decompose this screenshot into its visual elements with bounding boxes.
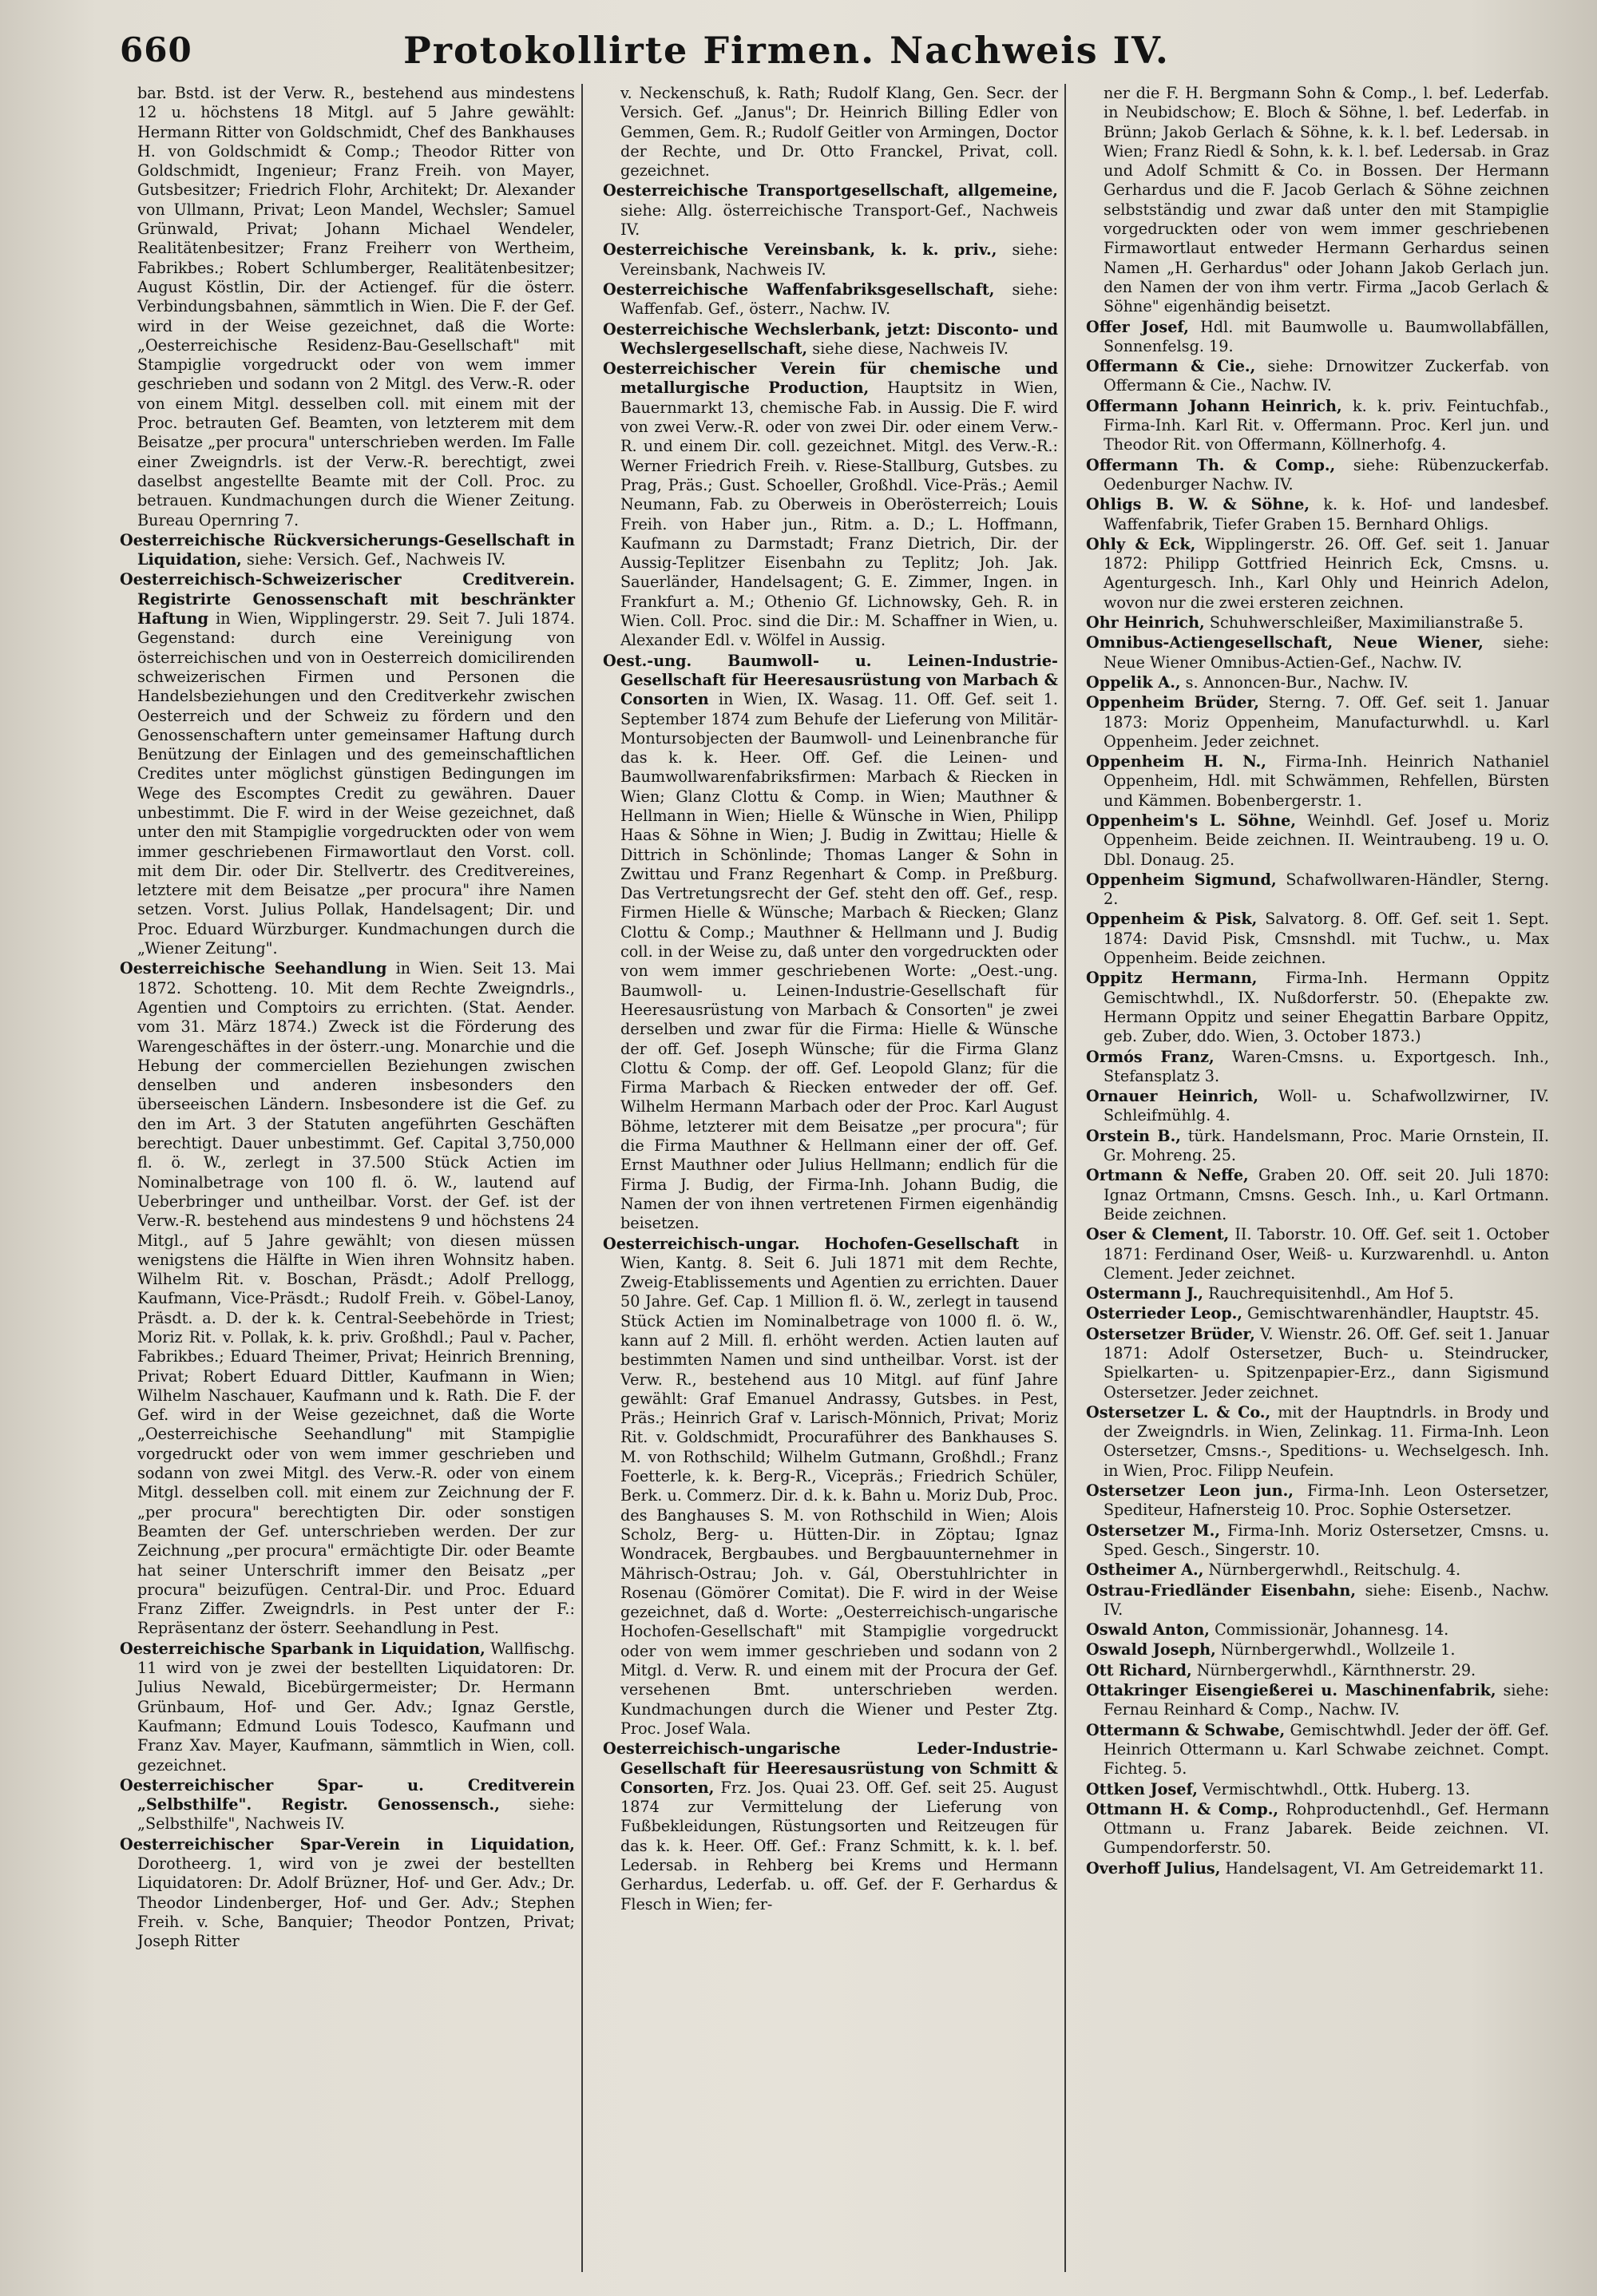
firm-name: Ornauer Heinrich, — [1086, 1087, 1259, 1106]
firm-name: Offer Josef, — [1086, 317, 1189, 336]
firm-name: Overhoff Julius, — [1086, 1858, 1221, 1878]
directory-entry — [1086, 495, 1549, 534]
firm-name: Oesterreichische Seehandlung — [120, 959, 387, 978]
directory-entry — [1086, 1560, 1549, 1580]
entry-text: Firma-Inh. Moriz Ostersetzer, Cmsns. u. Sped. Gesch., Singerstr. 10. — [1104, 1521, 1549, 1559]
directory-entry — [120, 531, 575, 570]
firm-name: Oesterreichischer Spar-Verein in Liquidation, — [120, 1834, 575, 1854]
directory-entry — [603, 280, 1058, 319]
entry-text: siehe: Vereinsbank, Nachweis IV. — [620, 240, 1058, 279]
firm-name: Oesterreichische Vereinsbank, k. k. priv., — [603, 240, 997, 260]
entry-text: siehe: Waffenfab. Gef., österr., Nachw. IV. — [620, 280, 1058, 319]
firm-name: Oppelik A., — [1086, 672, 1181, 692]
entry-text: k. k. Hof- und landesbef. Waffenfabrik, Tiefer Graben 15. Bernhard Ohligs. — [1104, 495, 1549, 533]
entry-text: Frz. Jos. Quai 23. Off. Gef. seit 25. August 1874 zur Vermittelung der Lieferung von Fußbekleidungen, Rüstungsorten und Reitzeugen für das k. k. Heer. Off. Gef.: Franz Schmitt, k. k. l. bef. Ledersab. in Rehberg bei Krems und Hermann Gerhardus, Lederfab. u. off. Gef. der F. Gerhardus & Flesch in Wien; fer- — [620, 1778, 1058, 1913]
firm-name: Offermann Th. & Comp., — [1086, 455, 1336, 474]
entry-text: Vermischtwhdl., Ottk. Huberg. 13. — [1203, 1779, 1471, 1798]
entry-text: ner die F. H. Bergmann Sohn & Comp., l. bef. Lederfab. in Neubidschow; E. Bloch & Söhne, l. bef. Lederfab. in Brünn; Jakob Gerlach & Söhne, k. k. l. bef. Ledersab. in Wien; Franz Riedl & Sohn, k. k. l. bef. Ledersab. in Graz und Adolf Schmitt & Co. in Bossen. Der Hermann Gerhardus und die F. Jacob Gerlach & Söhne zeichnen selbstständig und zwar daß unter den mit Stampiglie vorgedruckten oder von wem immer geschriebenen Firmawortlaut entweder Hermann Gerhardus seinen Namen „H. Gerhardus" oder Johann Jakob Gerlach jun. den Namen der von ihm vertr. Firma „Jacob Gerlach & Söhne" eigenhändig beisetzt. — [1104, 84, 1549, 316]
entry-text: in Wien, Kantg. 8. Seit 6. Juli 1871 mit dem Rechte, Zweig-Etablissements und Agentien zu errichten. Dauer 50 Jahre. Gef. Cap. 1 Million fl. ö. W., zerlegt in tausend Stück Actien im Nominalbetrage von 1000 fl. ö. W., kann auf 2 Mill. fl. erhöht werden. Actien lauten auf bestimmten Namen und sind untheilbar. Vorst. ist der Verw. R., bestehend aus 10 Mitgl. auf fünf Jahre gewählt: Graf Emanuel Andrassy, Gutsbes. in Pest, Präs.; Heinrich Graf v. Larisch-Mönnich, Privat; Moriz Rit. v. Goldschmidt, Procuraführer des Bankhauses S. M. von Rothschild; Wilhelm Gutmann, Großhdl.; Franz Foetterle, k. k. Berg-R., Vicepräs.; Friedrich Schüler, Berk. u. Commerz. Dir. d. k. k. Bahn u. Moriz Dub, Proc. des Banghauses S. M. von Rothschild in Wien; Alois Scholz, Berg- u. Hütten-Dir. in Zöptau; Ignaz Wondracek, Bergbaubes. und Bergbauunternehmer in Mährisch-Ostrau; Joh. v. Gál, Oberstuhlrichter in Rosenau (Gömörer Comitat). Die F. wird in der Weise gezeichnet, daß d. Worte: „Oesterreichisch-ungarische Hochofen-Gesellschaft" mit Stampiglie vorgedruckt oder von wem immer geschrieben und sodann von 2 Mitgl. d. Verw. R. und einem mit der Procura der Gef. versehenen Bmt. unterschrieben werden. Kundmachungen durch die Wiener und Pester Ztg. Proc. Josef Wala. — [620, 1234, 1058, 1738]
directory-entry — [1086, 633, 1549, 672]
entry-text: k. k. priv. Feintuchfab., Firma-Inh. Karl Rit. v. Offermann. Proc. Kerl jun. und Theodor Rit. von Offermann, Köllnerhofg. 4. — [1104, 396, 1549, 454]
entry-text: s. Annoncen-Bur., Nachw. IV. — [1185, 672, 1409, 692]
entry-text: Waren-Cmsns. u. Exportgesch. Inh., Stefansplatz 3. — [1104, 1047, 1549, 1085]
firm-name: Oppenheim Sigmund, — [1086, 870, 1277, 889]
directory-entry — [1086, 318, 1549, 357]
firm-name: Oppenheim's L. Söhne, — [1086, 811, 1297, 830]
entry-text: Hauptsitz in Wien, Bauernmarkt 13, chemische Fab. in Aussig. Die F. wird von zwei Verw.-R. oder von zwei Dir. oder einem Verw.-R. und einem Dir. coll. gezeichnet. Mitgl. des Verw.-R.: Werner Friedrich Freih. v. Riese-Stallburg, Gutsbes. zu Prag, Präs.; Gust. Schoeller, Großhdl. Vice-Präs.; Aemil Neumann, Fab. zu Oberweis in Oberösterreich; Louis Freih. von Haber jun., Ritm. a. D.; L. Hoffmann, Kaufmann zu Darmstadt; Franz Dietrich, Dir. der Aussig-Teplitzer Eisenbahn zu Teplitz; Joh. Jak. Sauerländer, Handelsagent; G. E. Zimmer, Ingen. in Frankfurt a. M.; Othenio Gf. Lichnowsky, Geh. R. in Wien. Coll. Proc. sind die Dir.: M. Schaffner in Wien, u. Alexander Edl. v. Wölfel in Aussig. — [620, 379, 1058, 650]
directory-entry — [1086, 1800, 1549, 1858]
entry-text: in Wien, IX. Wasag. 11. Off. Gef. seit 1. September 1874 zum Behufe der Lieferung von Militär-Montursobjecten der Baumwoll- und Leinenbranche für das k. k. Heer. Off. Gef. die Leinen- und Baumwollwarenfabriksfirmen: Marbach & Riecken in Wien; Glanz Clottu & Comp. in Wien; Mauthner & Hellmann in Wien; Hielle & Wünsche in Wien, Philipp Haas & Söhne in Wien; J. Budig in Zwittau; Hielle & Dittrich in Schönlinde; Thomas Langer & Sohn in Zwittau und Franz Regenhart & Comp. in Preßburg. Das Vertretungsrecht der Gef. steht den off. Gef., resp. Firmen Hielle & Wünsche; Marbach & Riecken; Glanz Clottu & Comp.; Mauthner & Hellmann und J. Budig coll. in der Weise zu, daß unter den vorgedruckten oder von wem immer geschriebenen Worte: „Oest.-ung. Baumwoll- u. Leinen-Industrie-Gesellschaft für Heeresausrüstung von Marbach & Consorten" je zwei derselben und zwar für die Firma: Hielle & Wünsche der off. Gef. Joseph Wünsche; für die Firma Glanz Clottu & Comp. der off. Gef. Leopold Glanz; für die Firma Marbach & Riecken entweder der off. Gef. Wilhelm Hermann Marbach oder der Proc. Karl August Böhme, letzterer mit dem Beisatze „per procura"; für die Firma Mauthner & Hellmann einer der off. Gef. Ernst Mauthner oder Julius Hellmann; endlich für die Firma J. Budig, der Firma-Inh. Johann Budig, die Namen der von ihnen vertretenen Firmen eigenhändig beisetzen. — [620, 690, 1058, 1233]
entry-text: Firma-Inh. Leon Ostersetzer, Spediteur, Hafnersteig 10. Proc. Sophie Ostersetzer. — [1104, 1481, 1549, 1520]
entry-text: Schafwollwaren-Händler, Sterng. 2. — [1104, 870, 1549, 909]
directory-entry — [1086, 969, 1549, 1046]
firm-name: Ostersetzer Leon jun., — [1086, 1481, 1294, 1501]
firm-name: Oppenheim Brüder, — [1086, 693, 1259, 712]
firm-name: Oswald Anton, — [1086, 1620, 1210, 1640]
entry-continuation — [1086, 84, 1549, 317]
directory-entry — [1086, 1859, 1549, 1878]
entry-text: Gemischtwhdl. Jeder der öff. Gef. Heinrich Ottermann u. Karl Schwabe zeichnet. Compt. Fichteg. 5. — [1104, 1720, 1549, 1779]
firm-name: Oppitz Hermann, — [1086, 969, 1258, 988]
firm-name: Oesterreichische Wechslerbank, jetzt: Disconto- und Wechslergesellschaft, — [603, 319, 1058, 358]
firm-name: Ohly & Eck, — [1086, 534, 1196, 553]
entry-text: in Wien, Wipplingerstr. 29. Seit 7. Juli 1874. Gegenstand: durch eine Vereinigung von österreichischen und von in Oesterreich domicilirenden schweizerischen Firmen und Personen die Handelsbeziehungen und den Creditverkehr zwischen Oesterreich und der Schweiz zu fördern und den Genossenschaftern unter gemeinsamer Haftung durch Benützung der Einlagen und des gemeinschaftlichen Credites unter möglichst günstigen Bedingungen im Wege des Escomptes Credit zu gewähren. Dauer unbestimmt. Die F. wird in der Weise gezeichnet, daß unter den mit Stampiglie vorgedruckten oder von wem immer geschriebenen Firmawortlaut den Vorst. coll. mit dem Dir. oder Dir. Stellvertr. des Creditvereines, letztere mit dem Beisatze „per procura" ihre Namen setzen. Vorst. Julius Pollak, Handelsagent; Dir. und Proc. Eduard Würzburger. Kundmachungen durch die „Wiener Zeitung". — [137, 609, 575, 958]
firm-name: Osterrieder Leop., — [1086, 1304, 1242, 1323]
entry-text: siehe: Versich. Gef., Nachweis IV. — [246, 550, 506, 569]
directory-entry — [120, 1640, 575, 1775]
entry-text: türk. Handelsmann, Proc. Marie Ornstein, II. Gr. Mohreng. 25. — [1104, 1126, 1549, 1165]
firm-name: Ostersetzer L. & Co., — [1086, 1402, 1271, 1422]
directory-entry — [603, 652, 1058, 1234]
firm-name: Oesterreichischer Spar- u. Creditverein „Selbsthilfe". Registr. Genossensch., — [120, 1775, 575, 1814]
entry-continuation — [120, 84, 575, 530]
entry-text: Firma-Inh. Heinrich Nathaniel Oppenheim, Hdl. mit Schwämmen, Rehfellen, Bürsten und Kämmen. Bobenbergerstr. 1. — [1104, 752, 1549, 810]
firm-name: Oesterreichische Waffenfabriksgesellschaft, — [603, 280, 995, 299]
firm-name: Oppenheim & Pisk, — [1086, 910, 1258, 929]
directory-entry — [1086, 870, 1549, 910]
directory-entry — [1086, 910, 1549, 968]
directory-entry — [120, 1776, 575, 1834]
entry-text: mit der Hauptndrls. in Brody und der Zweigndrls. in Wien, Zelinkag. 11. Firma-Inh. Leon Ostersetzer, Cmsns.-, Speditions- u. Wechselgesch. Inh. in Wien, Proc. Filipp Neufein. — [1104, 1402, 1549, 1480]
firm-name: Oser & Clement, — [1086, 1225, 1230, 1244]
directory-entry — [1086, 1721, 1549, 1779]
firm-name: Ohr Heinrich, — [1086, 613, 1205, 632]
firm-name: Ott Richard, — [1086, 1660, 1192, 1679]
directory-entry — [603, 240, 1058, 280]
entry-text: Nürnbergerwhdl., Kärnthnerstr. 29. — [1196, 1660, 1476, 1679]
directory-entry — [1086, 1640, 1549, 1660]
directory-entry — [1086, 811, 1549, 870]
text-columns — [120, 84, 1549, 2272]
entry-text: II. Taborstr. 10. Off. Gef. seit 1. October 1871: Ferdinand Oser, Weiß- u. Kurzwarenhdl. u. Anton Clement. Jeder zeichnet. — [1104, 1225, 1549, 1283]
directory-entry — [1086, 1284, 1549, 1303]
entry-text: Wipplingerstr. 26. Off. Gef. seit 1. Januar 1872: Philipp Gottfried Heinrich Eck, Cmsns. u. Agenturgesch. Inh., Karl Ohly und Heinrich Adelon, wovon nur die zwei ersteren zeichnen. — [1104, 534, 1549, 612]
directory-entry — [1086, 397, 1549, 455]
directory-entry — [1086, 1225, 1549, 1283]
firm-name: Ohligs B. W. & Söhne, — [1086, 495, 1310, 514]
firm-name: Ostermann J., — [1086, 1284, 1203, 1303]
directory-entry — [1086, 1304, 1549, 1323]
firm-name: Offermann & Cie., — [1086, 357, 1256, 376]
entry-text: Wallfischg. 11 wird von je zwei der bestellten Liquidatoren: Dr. Julius Newald, Bicebürgermeister; Dr. Hermann Grünbaum, Hof- und Ger. Adv.; Ignaz Gerstle, Kaufmann; Edmund Louis Todesco, Kaufmann und Franz Xav. Mayer, Kaufmann, sämmtlich in Wien, coll. gezeichnet. — [137, 1639, 575, 1775]
firm-name: Oesterreichische Sparbank in Liquidation, — [120, 1639, 485, 1658]
directory-entry — [120, 1835, 575, 1952]
entry-text: Graben 20. Off. seit 20. Juli 1870: Ignaz Ortmann, Cmsns. Gesch. Inh., u. Karl Ortmann. Beide zeichnen. — [1104, 1166, 1549, 1223]
directory-entry — [1086, 1087, 1549, 1126]
entry-text: Hdl. mit Baumwolle u. Baumwollabfällen, Sonnenfelsg. 19. — [1104, 317, 1549, 355]
entry-text: Salvatorg. 8. Off. Gef. seit 1. Sept. 1874: David Pisk, Cmsnshdl. mit Tuchw., u. Max Oppenheim. Beide zeichnen. — [1104, 910, 1549, 968]
page-number: 660 — [120, 30, 192, 69]
firm-name: Oesterreichische Transportgesellschaft, allgemeine, — [603, 181, 1058, 200]
firm-name: Ottken Josef, — [1086, 1779, 1198, 1798]
entry-text: siehe: „Selbsthilfe", Nachweis IV. — [137, 1795, 575, 1834]
firm-name: Ottakringer Eisengießerei u. Maschinenfabrik, — [1086, 1681, 1496, 1700]
entry-continuation — [603, 84, 1058, 180]
entry-text: Woll- u. Schafwollzwirner, IV. Schleifmühlg. 4. — [1104, 1087, 1549, 1125]
entry-text: Rauchrequisitenhdl., Am Hof 5. — [1208, 1284, 1454, 1303]
entry-text: Gemischtwarenhändler, Hauptstr. 45. — [1247, 1304, 1540, 1323]
directory-entry — [120, 570, 575, 958]
directory-entry — [1086, 1048, 1549, 1087]
column-middle — [603, 84, 1066, 2272]
firm-name: Oest.-ung. Baumwoll- u. Leinen-Industrie-Gesellschaft für Heeresausrüstung von Marbach & Consorten — [603, 651, 1058, 709]
page-header — [120, 22, 1549, 78]
directory-entry — [603, 1739, 1058, 1914]
directory-entry — [603, 1235, 1058, 1739]
entry-text: siehe diese, Nachweis IV. — [812, 339, 1009, 358]
directory-entry — [1086, 1780, 1549, 1799]
directory-entry — [1086, 1166, 1549, 1224]
entry-text: Schuhwerschleißer, Maximilianstraße 5. — [1209, 613, 1524, 632]
directory-entry — [1086, 535, 1549, 613]
firm-name: Ostersetzer Brüder, — [1086, 1324, 1255, 1343]
entry-text: Weinhdl. Gef. Josef u. Moriz Oppenheim. Beide zeichnen. II. Weintraubeng. 19 u. O. Dbl. Donaug. 25. — [1104, 811, 1549, 869]
entry-text: Nürnbergerwhdl., Wollzeile 1. — [1220, 1640, 1456, 1660]
directory-entry — [1086, 1620, 1549, 1640]
directory-entry — [1086, 752, 1549, 811]
directory-entry — [1086, 1581, 1549, 1620]
firm-name: Oswald Joseph, — [1086, 1640, 1216, 1660]
directory-entry — [1086, 613, 1549, 632]
directory-entry — [1086, 1481, 1549, 1521]
directory-entry — [1086, 673, 1549, 692]
firm-name: Offermann Johann Heinrich, — [1086, 396, 1342, 415]
entry-text: v. Neckenschuß, k. Rath; Rudolf Klang, Gen. Secr. der Versich. Gef. „Janus"; Dr. Heinrich Billing Edler von Gemmen, Gem. R.; Rudolf Geitler von Armingen, Doctor der Rechte, und Dr. Otto Franckel, Privat, coll. gezeichnet. — [620, 84, 1058, 180]
firm-name: Oesterreichisch-ungar. Hochofen-Gesellschaft — [603, 1234, 1020, 1253]
firm-name: Orstein B., — [1086, 1126, 1181, 1145]
directory-entry — [603, 359, 1058, 650]
firm-name: Oesterreichische Rückversicherungs-Gesellschaft in Liquidation, — [120, 530, 575, 569]
entry-text: Handelsagent, VI. Am Getreidemarkt 11. — [1225, 1858, 1544, 1878]
entry-text: siehe: Neue Wiener Omnibus-Actien-Gef., Nachw. IV. — [1104, 633, 1549, 672]
directory-entry — [1086, 1681, 1549, 1720]
firm-name: Ormós Franz, — [1086, 1047, 1215, 1066]
firm-name: Oesterreichisch-ungarische Leder-Industrie-Gesellschaft für Heeresausrüstung von Schmitt & Consorten, — [603, 1739, 1058, 1797]
firm-name: Ortmann & Neffe, — [1086, 1166, 1249, 1185]
directory-entry — [603, 181, 1058, 240]
directory-entry — [1086, 456, 1549, 495]
column-right — [1086, 84, 1549, 2272]
entry-text: bar. Bstd. ist der Verw. R., bestehend aus mindestens 12 u. höchstens 18 Mitgl. auf 5 Jahre gewählt: Hermann Ritter von Goldschmidt, Chef des Bankhauses H. von Goldschmidt & Comp.; Theodor Ritter von Goldschmidt, Ingenieur; Franz Freih. von Mayer, Gutsbesitzer; Friedrich Flohr, Architekt; Dr. Alexander von Ullmann, Privat; Leon Mandel, Wechsler; Samuel Grünwald, Privat; Johann Michael Wendeler, Realitätenbesitzer; Franz Freiherr von Wertheim, Fabrikbes.; Robert Schlumberger, Realitätenbesitzer; August Köstlin, Dir. der Actiengef. für die österr. Verbindungsbahnen, sämmtlich in Wien. Die F. der Gef. wird in der Weise gezeichnet, daß die Worte: „Oesterreichische Residenz-Bau-Gesellschaft" mit Stampiglie vorgedruckt oder von wem immer geschrieben und sodann von 2 Mitgl. des Verw.-R. oder von einem Mitgl. desselben coll. mit einem mit der Proc. betrauten Gef. Beamten, von letzterem mit dem Beisatze „per procura" unterschrieben werden. Im Falle einer Zweigndrls. ist der Verw.-R. berechtigt, zwei daselbst angestellte Beamte mit der Coll. Proc. zu betrauen. Kundmachungen durch die Wiener Zeitung. Bureau Opernring 7. — [137, 84, 575, 529]
entry-text: Dorotheerg. 1, wird von je zwei der bestellten Liquidatoren: Dr. Adolf Brüzner, Hof- und Ger. Adv.; Dr. Theodor Lindenberger, Hof- und Ger. Adv.; Stephen Freih. v. Sche, Banquier; Theodor Pontzen, Privat; Joseph Ritter — [137, 1854, 575, 1951]
firm-name: Oesterreichisch-Schweizerischer Creditverein. Registrirte Genossenschaft mit beschränkter Haftung — [120, 570, 575, 629]
firm-name: Ottermann & Schwabe, — [1086, 1720, 1286, 1739]
firm-name: Omnibus-Actiengesellschaft, Neue Wiener, — [1086, 633, 1484, 652]
directory-entry — [603, 320, 1058, 359]
firm-name: Ottmann H. & Comp., — [1086, 1799, 1279, 1818]
entry-text: in Wien. Seit 13. Mai 1872. Schotteng. 10. Mit dem Rechte Zweigndrls., Agentien und Comptoirs zu errichten. (Stat. Aender. vom 31. März 1874.) Zweck ist die Förderung des Warengeschäftes in der österr.-ung. Monarchie und die Hebung der commerciellen Beziehungen zwischen denselben und anderen insbesonders den überseeischen Ländern. Insbesondere ist die Gef. zu den im Art. 3 der Statuten angeführten Geschäften berechtigt. Dauer unbestimmt. Gef. Capital 3,750,000 fl. ö. W., zerlegt in 37.500 Stück Actien im Nominalbetrage von 100 fl. ö. W., lautend auf Ueberbringer und untheilbar. Vorst. der Gef. ist der Verw.-R. bestehend aus mindestens 9 und höchstens 24 Mitgl., auf 5 Jahre gewählt; von diesen müssen wenigstens die Hälfte in Wien ihren Wohnsitz haben. Wilhelm Rit. v. Boschan, Präsdt.; Adolf Prellogg, Kaufmann, Vice-Präsdt.; Rudolf Freih. v. Göbel-Lanoy, Präsdt. a. D. der k. k. Central-Seebehörde in Triest; Moriz Rit. v. Pollak, k. k. priv. Großhdl.; Paul v. Pacher, Fabrikbes.; Eduard Theimer, Privat; Heinrich Brenning, Privat; Robert Eduard Dittler, Kaufmann in Wien; Wilhelm Naschauer, Kaufmann und k. Rath. Die F. der Gef. wird in der Weise gezeichnet, daß die Worte „Oesterreichische Seehandlung" mit Stampiglie vorgedruckt oder von wem immer geschrieben und sodann von zwei Mitgl. des Verw.-R. oder von einem Mitgl. desselben coll. mit einem zur Zeichnung der F. „per procura" berechtigten Dir. oder sonstigen Beamten der Gef. unterschrieben werden. Der zur Zeichnung „per procura" ermächtigte Dir. oder Beamte hat seiner Unterschrift immer den Beisatz „per procura" beizufügen. Central-Dir. und Proc. Eduard Franz Ziffer. Zweigndrls. in Pest unter der F.: Repräsentanz der österr. Seehandlung in Pest. — [137, 959, 575, 1638]
directory-entry — [1086, 357, 1549, 396]
directory-entry — [1086, 1403, 1549, 1481]
firm-name: Ostheimer A., — [1086, 1560, 1204, 1580]
firm-name: Oesterreichischer Verein für chemische und metallurgische Production, — [603, 359, 1058, 398]
directory-entry — [1086, 1661, 1549, 1680]
firm-name: Ostrau-Friedländer Eisenbahn, — [1086, 1580, 1356, 1600]
directory-entry — [1086, 693, 1549, 751]
entry-text: siehe: Fernau Reinhard & Comp., Nachw. IV. — [1104, 1681, 1549, 1719]
entry-text: Sterng. 7. Off. Gef. seit 1. Januar 1873: Moriz Oppenheim, Manufacturwhdl. u. Karl Oppenheim. Jeder zeichnet. — [1104, 693, 1549, 751]
directory-entry — [1086, 1521, 1549, 1560]
entry-text: V. Wienstr. 26. Off. Gef. seit 1. Januar 1871: Adolf Ostersetzer, Buch- u. Steindrucker, Spielkarten- u. Spitzenpapier-Erz., dann Sigismund Ostersetzer. Jeder zeichnet. — [1104, 1324, 1549, 1402]
directory-entry — [1086, 1325, 1549, 1402]
entry-text: siehe: Allg. österreichische Transport-Gef., Nachweis IV. — [620, 200, 1058, 240]
directory-entry — [1086, 1127, 1549, 1166]
firm-name: Ostersetzer M., — [1086, 1521, 1221, 1540]
entry-text: Firma-Inh. Hermann Oppitz Gemischtwhdl., IX. Nußdorferstr. 50. (Ehepakte zw. Hermann Oppitz und seiner Ehegattin Barbare Oppitz, geb. Zuber, ddo. Wien, 3. October 1873.) — [1104, 969, 1549, 1046]
running-title: Protokollirte Firmen. Nachweis IV. — [403, 29, 1170, 72]
entry-text: Nürnbergerwhdl., Reitschulg. 4. — [1208, 1560, 1461, 1580]
entry-text: siehe: Eisenb., Nachw. IV. — [1104, 1580, 1549, 1619]
entry-text: siehe: Drnowitzer Zuckerfab. von Offermann & Cie., Nachw. IV. — [1104, 357, 1549, 395]
entry-text: siehe: Rübenzuckerfab. Oedenburger Nachw. IV. — [1104, 455, 1549, 494]
entry-text: Rohproductenhdl., Gef. Hermann Ottmann u. Franz Jabarek. Beide zeichnen. VI. Gumpendorferstr. 50. — [1104, 1799, 1549, 1858]
firm-name: Oppenheim H. N., — [1086, 752, 1266, 771]
directory-entry — [120, 959, 575, 1638]
column-left — [120, 84, 583, 2272]
entry-text: Commissionär, Johannesg. 14. — [1215, 1620, 1449, 1640]
